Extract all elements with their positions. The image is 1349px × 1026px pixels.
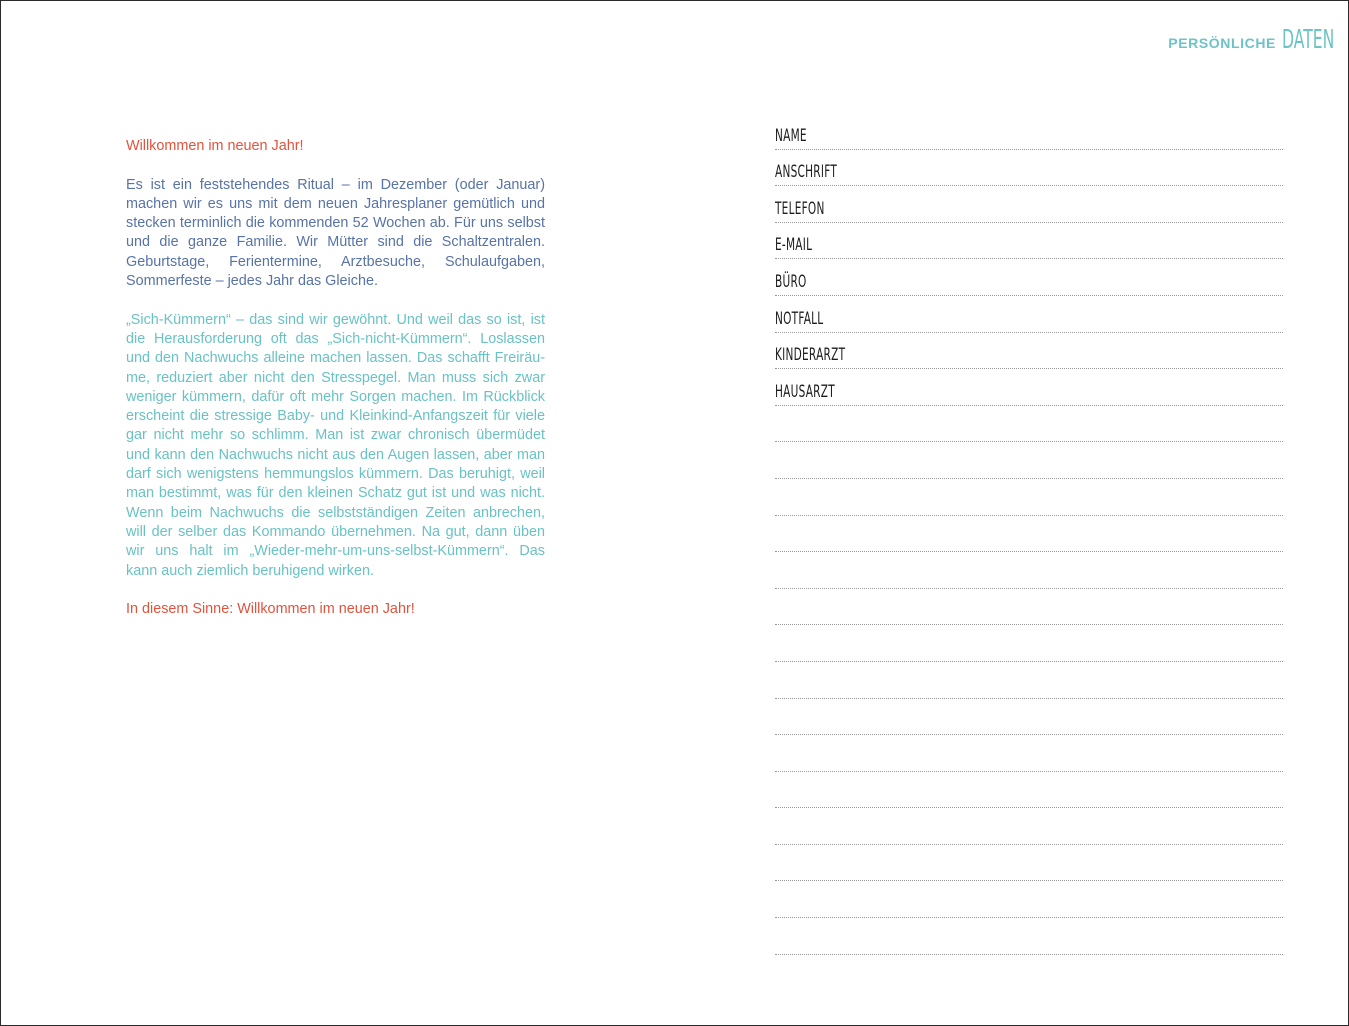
blank-writing-line[interactable] (775, 589, 1283, 626)
personal-data-form (775, 113, 1283, 955)
page-header (1168, 25, 1335, 55)
blank-writing-line[interactable] (775, 662, 1283, 699)
blank-writing-line[interactable] (775, 699, 1283, 736)
blank-writing-line[interactable] (775, 625, 1283, 662)
welcome-paragraph-1: Es ist ein feststehendes Ritual – im Dezember (oder Januar) machen wir es uns mit dem neuen Jahresplaner gemütlich und stecken terminlich die kommenden 52 Wochen ab. Für uns selbst und die ganze Familie. Wir Mütter sind die Schaltzentralen. Geburtstage, Ferientermine, Arztbesuche, Schulaufgaben, Sommerfeste – jedes Jahr das Gleiche. (126, 176, 545, 290)
form-row-pediatrician[interactable] (775, 333, 1283, 370)
form-label-pediatrician: KINDERARZT (775, 345, 846, 366)
welcome-paragraph-2: „Sich-Kümmern“ – das sind wir gewöhnt. Und weil das so ist, ist die Herausforderung oft das „Sich-nicht-Kümmern“. Loslassen und den Nachwuchs alleine machen lassen. Das schafft Freiräume, reduziert aber nicht den Stresspegel. Man muss sich zwar weniger kümmern, dafür oft mehr Sorgen machen. Im Rückblick erscheint die stressige Baby- und Kleinkind-Anfangszeit für viele gar nicht mehr so schlimm. Man ist zwar chronisch übermüdet und kann den Nachwuchs nicht aus den Augen lassen, aber man darf sich wenigstens hemmungslos kümmern. Das beruhigt, weil man bestimmt, was für den kleinen Schatz gut ist und was nicht. Wenn beim Nachwuchs die selbstständigen Zeiten anbrechen, will der selber das Kommando übernehmen. Na gut, dann üben wir uns halt im „Wieder-mehr-um-uns-selbst-Kümmern“. Das kann auch ziemlich beruhigend wirken. (126, 311, 545, 579)
form-row-name[interactable] (775, 113, 1283, 150)
blank-writing-line[interactable] (775, 406, 1283, 443)
header-title-thin: DATEN (1282, 25, 1335, 55)
welcome-title: Willkommen im neuen Jahr! (126, 138, 304, 154)
form-label-name: NAME (775, 125, 807, 146)
welcome-closing: In diesem Sinne: Willkommen im neuen Jahr! (126, 601, 415, 618)
form-row-family-doctor[interactable] (775, 369, 1283, 406)
welcome-text-block (126, 137, 545, 639)
form-label-emergency: NOTFALL (775, 308, 824, 329)
blank-writing-line[interactable] (775, 516, 1283, 553)
blank-writing-line[interactable] (775, 735, 1283, 772)
form-label-office: BÜRO (775, 271, 807, 292)
blank-writing-line[interactable] (775, 772, 1283, 809)
form-label-address: ANSCHRIFT (775, 162, 838, 183)
form-label-family-doctor: HAUSARZT (775, 381, 835, 402)
form-row-phone[interactable] (775, 186, 1283, 223)
blank-writing-line[interactable] (775, 808, 1283, 845)
form-row-office[interactable] (775, 259, 1283, 296)
blank-writing-line[interactable] (775, 845, 1283, 882)
header-title-bold: PERSÖNLICHE (1168, 35, 1276, 51)
blank-writing-line[interactable] (775, 442, 1283, 479)
form-row-emergency[interactable] (775, 296, 1283, 333)
blank-writing-line[interactable] (775, 918, 1283, 955)
blank-writing-line[interactable] (775, 479, 1283, 516)
form-label-email: E-MAIL (775, 235, 813, 256)
form-label-phone: TELEFON (775, 198, 825, 219)
blank-writing-line[interactable] (775, 552, 1283, 589)
form-row-address[interactable] (775, 150, 1283, 187)
blank-writing-line[interactable] (775, 881, 1283, 918)
form-row-email[interactable] (775, 223, 1283, 260)
